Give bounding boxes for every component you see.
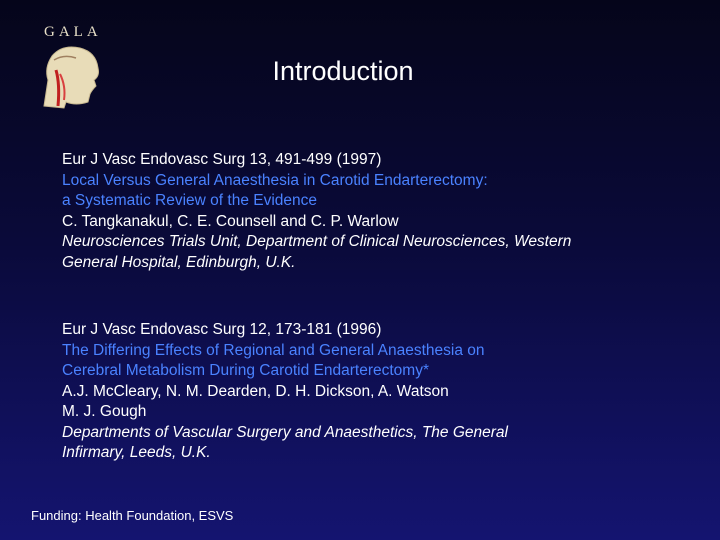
reference-authors: M. J. Gough xyxy=(62,403,147,420)
reference-title-line: Cerebral Metabolism During Carotid Endarterectomy* xyxy=(62,362,429,379)
reference-affiliation-line: Infirmary, Leeds, U.K. xyxy=(62,444,211,461)
reference-journal: Eur J Vasc Endovasc Surg 13, 491-499 (1997) xyxy=(62,151,382,168)
reference-authors: A.J. McCleary, N. M. Dearden, D. H. Dickson, A. Watson xyxy=(62,382,449,400)
funding-note: Funding: Health Foundation, ESVS xyxy=(31,508,234,523)
reference-title-line: Local Versus General Anaesthesia in Carotid Endarterectomy: xyxy=(62,171,488,189)
reference-title-line: a Systematic Review of the Evidence xyxy=(62,192,318,209)
reference-title-line: The Differing Effects of Regional and General Anaesthesia on xyxy=(62,341,485,359)
logo-text: GALA xyxy=(44,24,102,40)
slide-title: Introduction xyxy=(272,56,414,86)
reference-authors: C. Tangkanakul, C. E. Counsell and C. P. Warlow xyxy=(62,212,399,230)
reference-affiliation-line: Neurosciences Trials Unit, Department of Clinical Neurosciences, Western xyxy=(62,233,572,250)
reference-2 xyxy=(62,320,702,464)
reference-journal: Eur J Vasc Endovasc Surg 12, 173-181 (1996) xyxy=(62,321,382,338)
reference-affiliation-line: General Hospital, Edinburgh, U.K. xyxy=(62,253,296,271)
reference-affiliation-line: Departments of Vascular Surgery and Anaesthetics, The General xyxy=(62,423,508,441)
reference-1 xyxy=(62,150,702,273)
